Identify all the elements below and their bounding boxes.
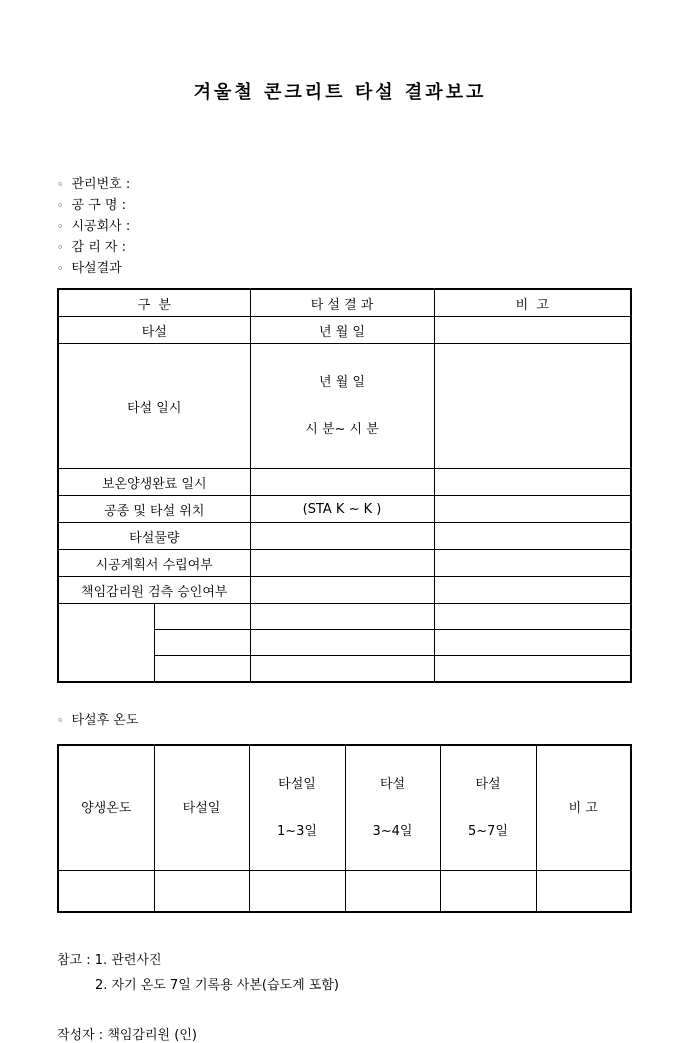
result-cell [250,577,434,604]
empty-merged-cell [58,604,154,683]
header-day-5-7 [440,745,536,871]
header-line: 타설 [379,777,406,792]
note-cell [434,317,631,344]
header-note [536,745,631,871]
result-cell [250,344,434,469]
empty-result-cell [250,630,434,656]
result-line: 년 월 일 [319,375,365,390]
note-cell [434,469,631,496]
empty-result-cell [250,656,434,683]
row-label-cell: 타설 일시 [58,344,250,469]
header-line: 5~7일 [468,824,508,839]
note-line-2: 2. 자기 온도 7일 기록용 사본(습도계 포함) [95,978,339,993]
table-row [58,577,631,604]
bullet-icon: ◦ [57,199,64,212]
row-label-cell: 시공계획서 수립여부 [58,550,250,577]
info-item-pouring-result [57,258,680,279]
header-line: 타설일 [278,777,316,792]
result-table [57,288,632,683]
info-item-label: 공 구 명 : [71,198,126,213]
empty-note-cell [434,656,631,683]
result-cell: (STA K ~ K ) [250,496,434,523]
row-label-cell: 타설물량 [58,523,250,550]
info-list [57,174,680,279]
bullet-icon: ◦ [57,262,64,275]
header-day-1-3 [249,745,345,871]
bullet-icon: ◦ [57,241,64,254]
table-empty-row [58,871,631,913]
header-line: 타설일 [182,800,221,816]
header-category: 구 분 [58,289,250,317]
bullet-icon: ◦ [57,220,64,233]
temperature-table [57,744,632,913]
empty-note-cell [434,604,631,630]
section-label-text: 타설후 온도 [71,713,139,728]
empty-result-cell [250,604,434,630]
info-item-label: 타설결과 [71,261,122,276]
header-line: 타설 [475,777,501,792]
empty-cell [249,871,345,913]
empty-sub-cell [154,630,250,656]
author-line: 작성자 : 책임감리원 (인) [57,1028,197,1043]
result-cell [250,550,434,577]
temperature-section-label [57,709,680,728]
empty-note-cell [434,630,631,656]
row-label-cell: 책임감리원 검측 승인여부 [58,577,250,604]
header-day-3-4 [345,745,440,871]
empty-cell [536,871,631,913]
note-cell [434,523,631,550]
header-line: 양생온도 [81,800,132,816]
table-row [58,496,631,523]
note-cell [434,496,631,523]
info-item-management-number [57,174,680,195]
table-row [58,317,631,344]
bullet-icon: ◦ [57,178,64,191]
empty-cell [440,871,536,913]
header-line: 비 고 [568,800,598,816]
info-item-label: 감 리 자 : [71,240,126,255]
table-header-row [58,745,631,871]
result-cell [250,523,434,550]
result-line: 시 분~ 시 분 [305,422,379,437]
info-item-district-name [57,195,680,216]
table-row [58,344,631,469]
result-cell: 년 월 일 [250,317,434,344]
empty-cell [345,871,440,913]
header-curing-temp [58,745,154,871]
table-header-row [58,289,631,317]
header-result: 타 설 결 과 [250,289,434,317]
result-cell [250,469,434,496]
note-cell [434,344,631,469]
bullet-icon: ◦ [57,714,64,727]
empty-cell [58,871,154,913]
header-note: 비 고 [434,289,631,317]
row-label-cell: 타설 [58,317,250,344]
empty-sub-cell [154,604,250,630]
empty-sub-cell [154,656,250,683]
info-item-label: 시공회사 : [71,219,131,234]
empty-cell [154,871,249,913]
header-line: 3~4일 [372,824,413,839]
info-item-construction-company [57,216,680,237]
note-cell [434,550,631,577]
table-empty-row [58,604,631,630]
row-label-cell: 보온양생완료 일시 [58,469,250,496]
header-pour-date [154,745,249,871]
info-item-supervisor [57,237,680,258]
note-line-1: 참고 : 1. 관련사진 [57,953,162,968]
table-row [58,550,631,577]
footer-notes [57,951,680,996]
row-label-cell: 공종 및 타설 위치 [58,496,250,523]
header-line: 1~3일 [277,824,317,839]
table-row [58,469,631,496]
note-cell [434,577,631,604]
page-title: 겨울철 콘크리트 타설 결과보고 [193,82,487,103]
table-row [58,523,631,550]
info-item-label: 관리번호 : [71,177,131,192]
